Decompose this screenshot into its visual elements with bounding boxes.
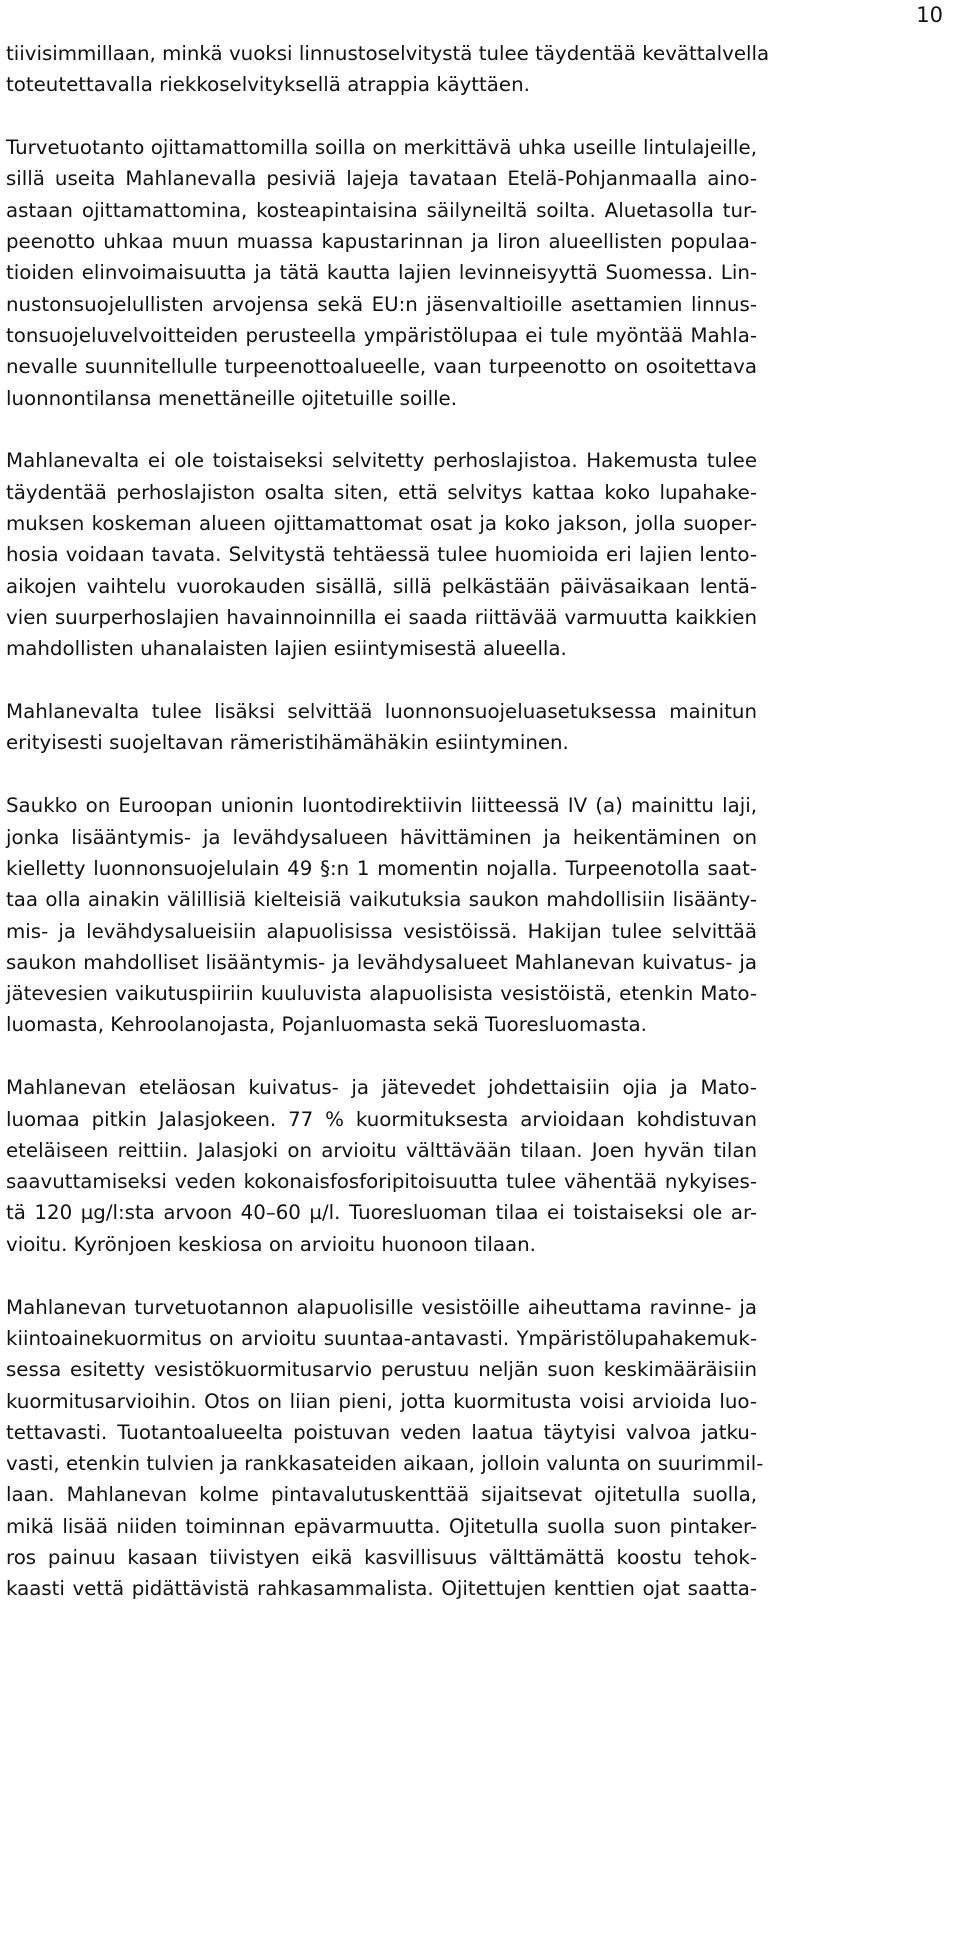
text-line: eteläiseen reittiin. Jalasjoki on arvioitu välttävään tilaan. Joen hyvän tilan	[6, 1138, 757, 1162]
text-line: kiintoainekuormitus on arvioitu suuntaa-antavasti. Ympäristölupahakemuk-	[6, 1326, 757, 1350]
paragraph	[6, 132, 757, 414]
page-number: 10	[916, 3, 943, 27]
text-line: tonsuojeluvelvoitteiden perusteella ympäristölupaa ei tule myöntää Mahla-	[6, 323, 757, 347]
text-line: vien suurperhoslajien havainnoinnilla ei saada riittävää varmuutta kaikkien	[6, 605, 757, 629]
text-line: saukon mahdolliset lisääntymis- ja levähdysalueet Mahlanevan kuivatus- ja	[6, 950, 757, 974]
text-line: muksen koskeman alueen ojittamattomat osat ja koko jakson, jolla suoper-	[6, 512, 757, 536]
text-line: hosia voidaan tavata. Selvitystä tehtäessä tulee huomioida eri lajien lento-	[6, 543, 757, 567]
text-line: sillä useita Mahlanevalla pesiviä lajeja tavataan Etelä-Pohjanmaalla aino-	[6, 167, 757, 191]
paragraph	[6, 38, 770, 101]
paragraph	[6, 790, 757, 1040]
text-line: sessa esitetty vesistökuormitusarvio perustuu neljän suon keskimääräisiin	[6, 1358, 757, 1382]
text-line: jätevesien vaikutuspiiriin kuuluvista alapuolisista vesistöistä, etenkin Mato-	[6, 982, 757, 1006]
paragraph	[6, 696, 757, 759]
text-line: luonnontilansa menettäneille ojitetuille soille.	[6, 386, 458, 410]
text-line: mis- ja levähdysalueisiin alapuolisissa vesistöissä. Hakijan tulee selvittää	[6, 919, 757, 943]
text-line: Turvetuotanto ojittamattomilla soilla on merkittävä uhka useille lintulajeille,	[6, 136, 757, 160]
text-line: Saukko on Euroopan unionin luontodirektiivin liitteessä IV (a) mainittu laji,	[6, 794, 757, 818]
text-line: kaasti vettä pidättävistä rahkasammalista. Ojitettujen kenttien ojat saatta-	[6, 1577, 757, 1601]
text-line: aikojen vaihtelu vuorokauden sisällä, sillä pelkästään päiväsaikaan lentä-	[6, 574, 757, 598]
text-line: luomasta, Kehroolanojasta, Pojanluomasta sekä Tuoresluomasta.	[6, 1013, 647, 1037]
text-line: peenotto uhkaa muun muassa kapustarinnan ja liron alueellisten populaa-	[6, 230, 757, 254]
text-line: saavuttamiseksi veden kokonaisfosforipitoisuutta tulee vähentää nykyises-	[6, 1170, 757, 1194]
text-line: jonka lisääntymis- ja levähdysalueen hävittäminen ja heikentäminen on	[6, 825, 757, 849]
text-line: tettavasti. Tuotantoalueelta poistuvan veden laatua täytyisi valvoa jatku-	[6, 1420, 757, 1444]
paragraph	[6, 445, 757, 664]
document-body	[6, 38, 770, 1605]
text-line: toteutettavalla riekkoselvityksellä atrappia käyttäen.	[6, 73, 530, 97]
text-line: erityisesti suojeltavan rämeristihämähäkin esiintyminen.	[6, 731, 569, 755]
text-line: Mahlanevalta ei ole toistaiseksi selvitetty perhoslajistoa. Hakemusta tulee	[6, 449, 757, 473]
text-line: ros painuu kasaan tiivistyen eikä kasvillisuus välttämättä koostu tehok-	[6, 1546, 757, 1570]
text-line: täydentää perhoslajiston osalta siten, että selvitys kattaa koko lupahake-	[6, 480, 757, 504]
text-line: Mahlanevan eteläosan kuivatus- ja jätevedet johdettaisiin ojia ja Mato-	[6, 1076, 757, 1100]
text-line: tiivisimmillaan, minkä vuoksi linnustoselvitystä tulee täydentää kevättalvella	[6, 42, 770, 65]
text-line: Mahlanevalta tulee lisäksi selvittää luonnonsuojeluasetuksessa mainitun	[6, 700, 757, 724]
text-line: tä 120 µg/l:sta arvoon 40–60 µ/l. Tuoresluoman tilaa ei toistaiseksi ole ar-	[6, 1201, 757, 1225]
text-line: Mahlanevan turvetuotannon alapuolisille vesistöille aiheuttama ravinne- ja	[6, 1295, 757, 1319]
text-line: luomaa pitkin Jalasjokeen. 77 % kuormituksesta arvioidaan kohdistuvan	[6, 1107, 757, 1131]
paragraph	[6, 1292, 764, 1605]
text-line: taa olla ainakin välillisiä kielteisiä vaikutuksia saukon mahdollisiin lisäänty-	[6, 888, 757, 912]
text-line: tioiden elinvoimaisuutta ja tätä kautta lajien levinneisyyttä Suomessa. Lin-	[6, 261, 757, 285]
text-line: vasti, etenkin tulvien ja rankkasateiden aikaan, jolloin valunta on suurimmil-	[6, 1452, 764, 1476]
text-line: vioitu. Kyrönjoen keskiosa on arvioitu huonoon tilaan.	[6, 1232, 536, 1256]
text-line: mikä lisää niiden toiminnan epävarmuutta. Ojitetulla suolla suon pintaker-	[6, 1514, 757, 1538]
text-line: astaan ojittamattomina, kosteapintaisina säilyneiltä soilta. Aluetasolla tur-	[6, 198, 757, 222]
text-line: kielletty luonnonsuojelulain 49 §:n 1 momentin nojalla. Turpeenotolla saat-	[6, 856, 757, 880]
text-line: nustonsuojelullisten arvojensa sekä EU:n jäsenvaltioille asettamien linnus-	[6, 292, 757, 316]
text-line: nevalle suunnitellulle turpeenottoalueelle, vaan turpeenotto on osoitettava	[6, 355, 757, 379]
text-line: kuormitusarvioihin. Otos on liian pieni, jotta kuormitusta voisi arvioida luo-	[6, 1389, 757, 1413]
text-line: mahdollisten uhanalaisten lajien esiintymisestä alueella.	[6, 637, 567, 661]
paragraph	[6, 1072, 757, 1260]
text-line: laan. Mahlanevan kolme pintavalutuskenttää sijaitsevat ojitetulla suolla,	[6, 1483, 757, 1507]
